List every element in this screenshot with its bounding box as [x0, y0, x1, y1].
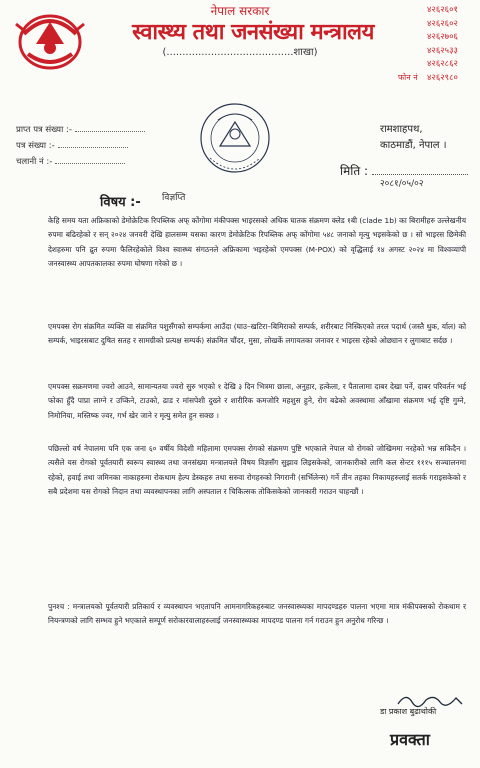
address-line-1: रामशाहपथ, — [380, 124, 423, 135]
phone-number: ४२६२६०२ — [427, 18, 458, 29]
branch-line: (........................................शाखा) — [162, 47, 318, 58]
phone-label: फोन नं — [398, 73, 418, 82]
body-paragraph-3: एमपक्स सक्रमणमा ज्वरो आउने, सामान्यतया ज्वरो सुरु भएको १ देखि ३ दिन भित्रमा छाला, अनुहार, हत्केला, र पैतालामा दाबर देखा पर्ने, दाबर परिवर्तन भई फोका हुँदै पाप्रा लाग्ने र उप्किने, टाउको, ढाड र मांसपेशी दुख्ने र शारीरिक कमजोरि महशुस हुने, रोग बढेको अवस्थामा आँखामा संक्रमण भई दृष्टि गुम्ने, निमोनिया, मस्तिष्क ज्वर, गर्भ खेर जाने र मृत्यु समेत हुन सक्छ । — [48, 382, 466, 420]
date-label: मिति : — [340, 164, 369, 178]
body-paragraph-postscript: पुनश्च : मन्त्रालयको पूर्वतयारी प्रतिकार्य र व्यवस्थापन भएतापनि आमनागरिकहरुबाट जनस्वास्थ्यका मापदण्डहरु पालना भएमा मात्र मंकीपक्सको रोकथाम र नियन्त्रणको लागि सम्भव हुने भएकाले सम्पूर्ण सरोकारवालाहरुलाई जनस्वास्थ्यका मापदण्ड पालना गर्न गराउन हुन अनुरोध गरिन्छ । — [48, 602, 466, 626]
government-name: नेपाल सरकार — [210, 4, 270, 18]
ministry-name: स्वास्थ्य तथा जनसंख्या मन्त्रालय — [132, 19, 374, 45]
body-paragraph-2: एमपक्स रोग संक्रमित व्यक्ति वा संक्रमित पशुसँगको सम्पर्कमा आउँदा (घाउ–खटिरा–बिमिराको सम्पर्क, शरीरबाट निस्किएको तरल पदार्थ (जस्तै थुक, र्याल) को सम्पर्क, भाइरसबाट दुषित सतह र सामग्रीको प्रत्यक्ष सम्पर्क) संक्रमित चौंदर, मुसा, लोखर्के लगायतका जनावर र भाइरस रहेको ओछ्यान र लुगाबाट सर्दछ । — [48, 322, 466, 346]
signatory-name: डा प्रकाश बुढाथोकी — [380, 707, 437, 716]
dispatch-number-field: चलानी नं :- — [16, 156, 125, 167]
phone-number: ४२६२९८० — [427, 72, 458, 83]
reference-number-field: पत्र संख्या :- — [16, 140, 128, 151]
body-paragraph-4: पछिल्लो वर्ष नेपालमा पनि एक जना ६० वर्षीय विदेशी महिलामा एमपक्स रोगको संक्रमण पुष्टि भएकाले नेपाल यो रोगको जोखिममा नरहेको भन्न सकिदैन । त्यसैले यस रोगको पूर्वतयारी स्वरूप स्वास्थ्य तथा जनसंख्या मन्त्रालयले विषय विज्ञसँग सुझाव लिइसकेको, जानकारीको लागि कल सेन्टर १११५ सञ्चालनमा रहेको, हवाई तथा जमिनका नाकाहरुमा रोकथाम हेल्प डेस्कहरु तथा सरुवा रोगहरुको निगरानी (सर्भिलेन्स) गर्ने तीन तहका निकायहरुलाई सतर्क गराइसकेको र सबै प्रदेशमा यस रोगको निदान तथा व्यवस्थापनका लागि अस्पताल र चिकित्सक तोकिसकेको जानकारी गराउन चाहन्छौं । — [48, 444, 466, 497]
date-underline — [372, 174, 468, 175]
address-line-2: काठमाडौं, नेपाल । — [380, 140, 447, 151]
phone-number: ४२६२८६२ — [427, 59, 458, 69]
body-paragraph-1: केहि समय यता अफ्रिकाको डेमोक्रेटिक रिपब्लिक अफ् कोंगोमा मंकीपक्स भाइरसको अधिक घातक संक्रमण क्लेड १बी (clade 1b) का बिरामीहरु उल्लेखनीय रुपमा बढिरहेको र सन् २०२४ जनवरी देखि हालसम्म यसका कारण डेमोक्रेटिक रिपब्लिक अफ् कोंगोमा ५४८ जनाको मृत्यु भइसकेको छ । सो भाइरस छिमेकी देशहरुमा पनि द्रुत रुपमा फैलिरहेकोले विश्व स्वास्थ्य संगठनले अफ्रिकामा भइरहेको एमपक्स (M-POX) को वृद्धिलाई १४ अगस्ट २०२४ मा विश्वव्यापी जनस्वास्थ्य आपतकालका रुपमा घोषणा गरेको छ । — [48, 216, 466, 269]
phone-number: ४२६२५३३ — [427, 45, 458, 56]
ministry-seal-logo — [180, 100, 290, 182]
phone-number: ४२६२६०१ — [427, 5, 458, 15]
phone-number: ४२६२७०६ — [427, 32, 458, 42]
subject-label: विषय :- — [100, 195, 141, 210]
date-value: २०८१/०५/०२ — [380, 179, 424, 189]
signatory-role: प्रवक्ता — [390, 730, 430, 749]
phone-numbers — [427, 4, 479, 85]
subject-value: विज्ञप्ति — [162, 193, 186, 203]
letter-number-field: प्राप्त पत्र संख्या :- — [16, 124, 145, 135]
